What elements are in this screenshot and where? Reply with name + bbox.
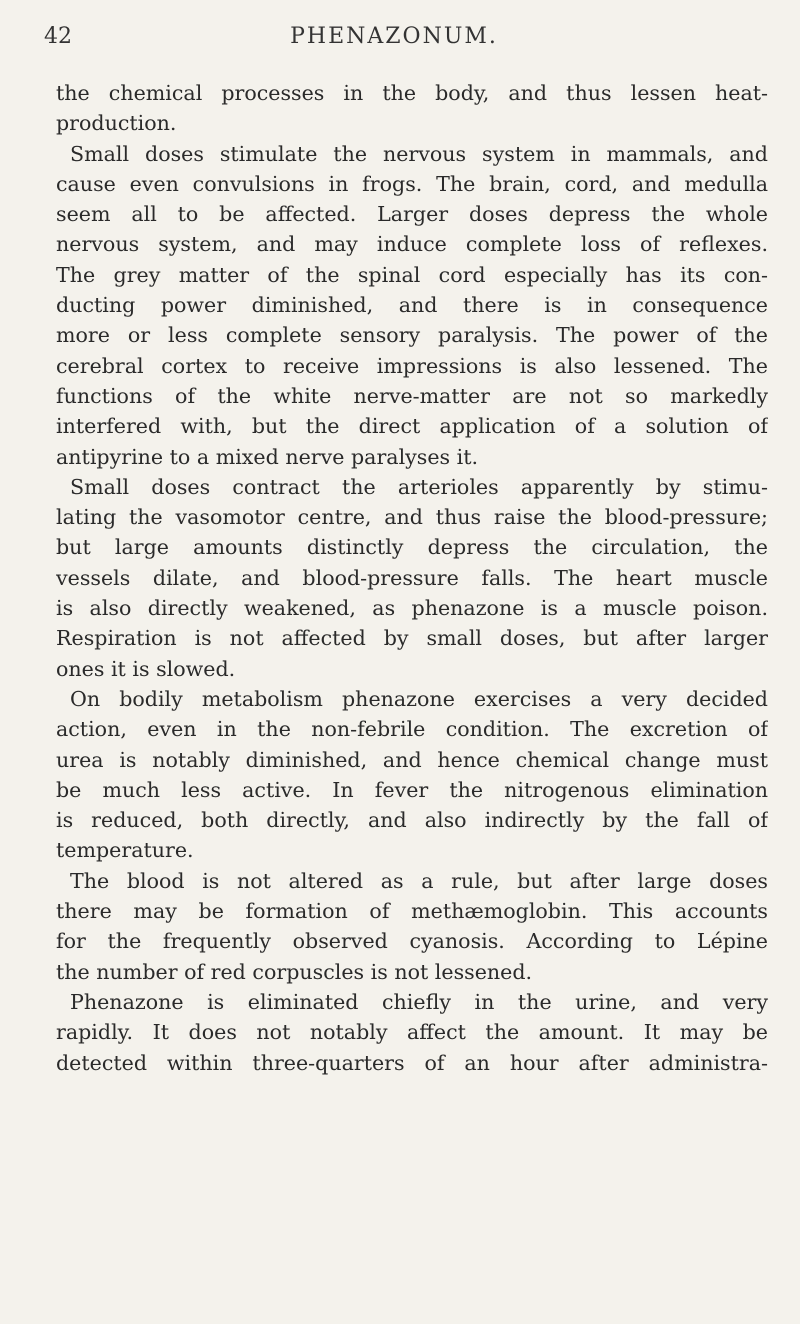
text-line: functions of the white nerve-matter are not so markedly [56,383,768,408]
text-line: seem all to be affected. Larger doses depress the whole [56,202,768,227]
running-title: PHENAZONUM. [290,24,498,49]
text-line: antipyrine to a mixed nerve paralyses it. [56,444,479,469]
text-line: rapidly. It does not notably affect the amount. It may be [56,1020,768,1045]
text-line: On bodily metabolism phenazone exercises a very decided [70,686,768,711]
text-line: Phenazone is eliminated chiefly in the urine, and very [70,989,768,1014]
text-line: for the frequently observed cyanosis. According to Lépine [56,929,768,954]
text-line: cause even convulsions in frogs. The brain, cord, and medulla [56,171,768,196]
text-line: Respiration is not affected by small doses, but after larger [56,626,768,651]
text-line: vessels dilate, and blood-pressure falls. The heart muscle [56,565,768,590]
text-line: there may be formation of methæmoglobin. This accounts [56,899,768,924]
text-line: the number of red corpuscles is not lessened. [56,959,533,984]
page-number: 42 [44,24,72,49]
text-line: the chemical processes in the body, and thus lessen heat- [56,81,768,105]
page-header [44,20,744,56]
text-line: urea is notably diminished, and hence chemical change must [56,747,768,772]
text-line: action, even in the non-febrile condition. The excretion of [56,717,768,742]
text-line: is also directly weakened, as phenazone is a muscle poison. [56,596,768,621]
text-line: detected within three-quarters of an hour after administra- [56,1050,768,1075]
text-line: Small doses stimulate the nervous system in mammals, and [70,141,768,166]
text-line: interfered with, but the direct application of a solution of [56,414,768,439]
text-line: be much less active. In fever the nitrogenous elimination [56,777,768,802]
text-line: but large amounts distinctly depress the circulation, the [56,535,768,560]
text-line: Small doses contract the arterioles apparently by stimu- [70,474,768,499]
text-line: lating the vasomotor centre, and thus raise the blood-pressure; [56,505,768,530]
text-line: ducting power diminished, and there is in consequence [56,293,768,318]
body-text [56,78,768,1078]
text-line: temperature. [56,838,194,863]
text-line: The grey matter of the spinal cord especially has its con- [56,262,768,287]
text-line: The blood is not altered as a rule, but after large doses [70,868,768,893]
text-line: nervous system, and may induce complete loss of reflexes. [56,232,768,257]
text-line: is reduced, both directly, and also indirectly by the fall of [56,808,768,833]
text-line: production. [56,111,177,136]
text-line: cerebral cortex to receive impressions is also lessened. The [56,353,768,378]
text-line: ones it is slowed. [56,656,236,681]
text-line: more or less complete sensory paralysis. The power of the [56,323,768,348]
